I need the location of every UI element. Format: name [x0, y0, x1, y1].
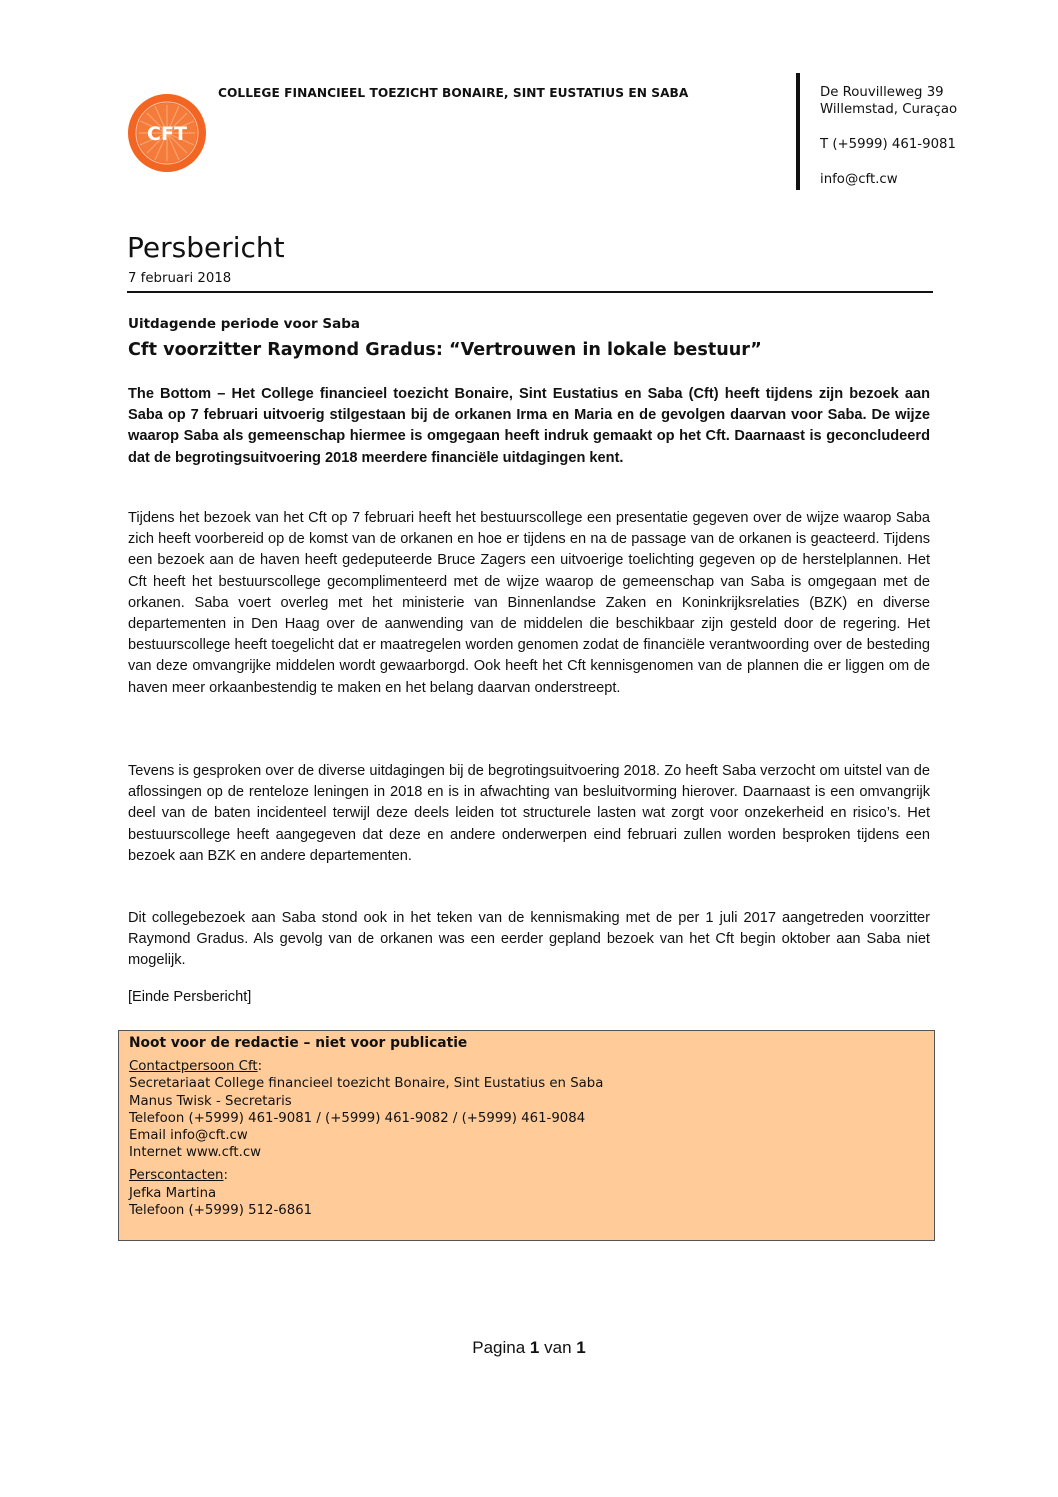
total-pages: 1	[576, 1338, 586, 1357]
contact-website: Internet www.cft.cw	[129, 1145, 262, 1161]
body-paragraph-2	[128, 761, 930, 867]
headline: Cft voorzitter Raymond Gradus: “Vertrouwen in lokale bestuur”	[128, 340, 762, 360]
editor-note-box	[118, 1030, 935, 1241]
contact-line: Manus Twisk - Secretaris	[129, 1093, 292, 1109]
page-prefix: Pagina	[472, 1338, 526, 1357]
current-page: 1	[529, 1338, 540, 1357]
contact-line: Secretariaat College financieel toezicht Bonaire, Sint Eustatius en Saba	[129, 1076, 604, 1092]
body-paragraph-3	[128, 908, 930, 972]
press-heading: Perscontacten:	[129, 1168, 228, 1184]
page-number	[0, 1338, 1058, 1358]
paragraph-text: Tijdens het bezoek van het Cft op 7 februari heeft het bestuurscollege een presentatie gegeven over de wijze waarop Saba zich heeft voorbereid op de komst van de orkanen en hoe er tijdens en na de passage van de orkanen is geacteerd. Tijdens een bezoek aan de haven heeft gedeputeerde Bruce Zagers een uitvoerige toelichting gegeven op de herstelplannen. Het Cft heeft het bestuurscollege gecomplimenteerd met de wijze waarop de gemeenschap van Saba is omgegaan met de orkanen. Saba voert overleg met het ministerie van Binnenlandse Zaken en Koninkrijksrelaties (BZK) en diverse departementen in Den Haag over de aanwending van de middelen die beschikbaar zijn gesteld door de regering. Het bestuurscollege heeft toegelicht dat er maatregelen worden genomen zodat de financiële verantwoording over de besteding van deze omvangrijke middelen wordt gewaarborgd. Ook heeft het Cft kennisgenomen van de plannen die er liggen om de haven meer orkaanbestendig te maken en het belang daarvan onderstreept.	[128, 510, 930, 696]
paragraph-text: Dit collegebezoek aan Saba stond ook in het teken van de kennismaking met de per 1 juli 2017 aangetreden voorzitter Raymond Gradus. Als gevolg van de orkanen was een eerder gepland bezoek van het Cft begin oktober aan Saba niet mogelijk.	[128, 910, 930, 969]
contact-line: Telefoon (+5999) 461-9081 / (+5999) 461-9082 / (+5999) 461-9084	[129, 1110, 586, 1126]
paragraph-text: Tevens is gesproken over de diverse uitdagingen bij de begrotingsuitvoering 2018. Zo heeft Saba verzocht om uitstel van de aflossingen op de renteloze leningen in 2018 en is in afwachting van besluitvorming hierover. Daarnaast is een omvangrijk deel van de baten incidenteel terwijl deze deels leiden tot structurele lasten wat zorgt voor onzekerheid en risico’s. Het bestuurscollege heeft aangegeven dat deze en andere onderwerpen eind februari zullen worden besproken tijdens een bezoek aan BZK en andere departementen.	[128, 763, 930, 864]
header-divider	[796, 73, 800, 190]
note-title: Noot voor de redactie – niet voor publicatie	[129, 1035, 468, 1051]
end-marker: [Einde Persbericht]	[128, 989, 252, 1005]
lead-text: The Bottom – Het College financieel toezicht Bonaire, Sint Eustatius en Saba (Cft) heeft tijdens zijn bezoek aan Saba op 7 februari uitvoerig stilgestaan bij de orkanen Irma en Maria en de gevolgen daarvan voor Saba. De wijze waarop Saba als gemeenschap hiermee is omgegaan heeft indruk gemaakt op het Cft. Daarnaast is geconcludeerd dat de begrotingsuitvoering 2018 meerdere financiële uitdagingen kent.	[128, 386, 930, 466]
press-line: Jefka Martina	[129, 1185, 217, 1201]
contact-label: Contactpersoon Cft	[129, 1059, 258, 1075]
address-street: De Rouvilleweg 39	[820, 85, 944, 100]
document-date: 7 februari 2018	[128, 271, 232, 286]
cft-logo	[127, 93, 207, 173]
title-rule	[127, 291, 933, 293]
press-label: Perscontacten	[129, 1168, 224, 1184]
document-title: Persbericht	[127, 231, 285, 264]
organization-name: COLLEGE FINANCIEEL TOEZICHT BONAIRE, SINT EUSTATIUS EN SABA	[218, 86, 689, 100]
address-phone: T (+5999) 461-9081	[820, 137, 956, 152]
body-paragraph-1	[128, 508, 930, 699]
contact-email: Email info@cft.cw	[129, 1128, 248, 1144]
svg-text:CFT: CFT	[147, 123, 187, 145]
address-city: Willemstad, Curaçao	[820, 102, 958, 117]
press-line: Telefoon (+5999) 512-6861	[129, 1202, 313, 1218]
kicker: Uitdagende periode voor Saba	[128, 316, 360, 332]
lead-paragraph	[128, 384, 930, 469]
address-email: info@cft.cw	[820, 172, 898, 187]
contact-heading: Contactpersoon Cft:	[129, 1059, 263, 1075]
page-of: van	[544, 1338, 572, 1357]
